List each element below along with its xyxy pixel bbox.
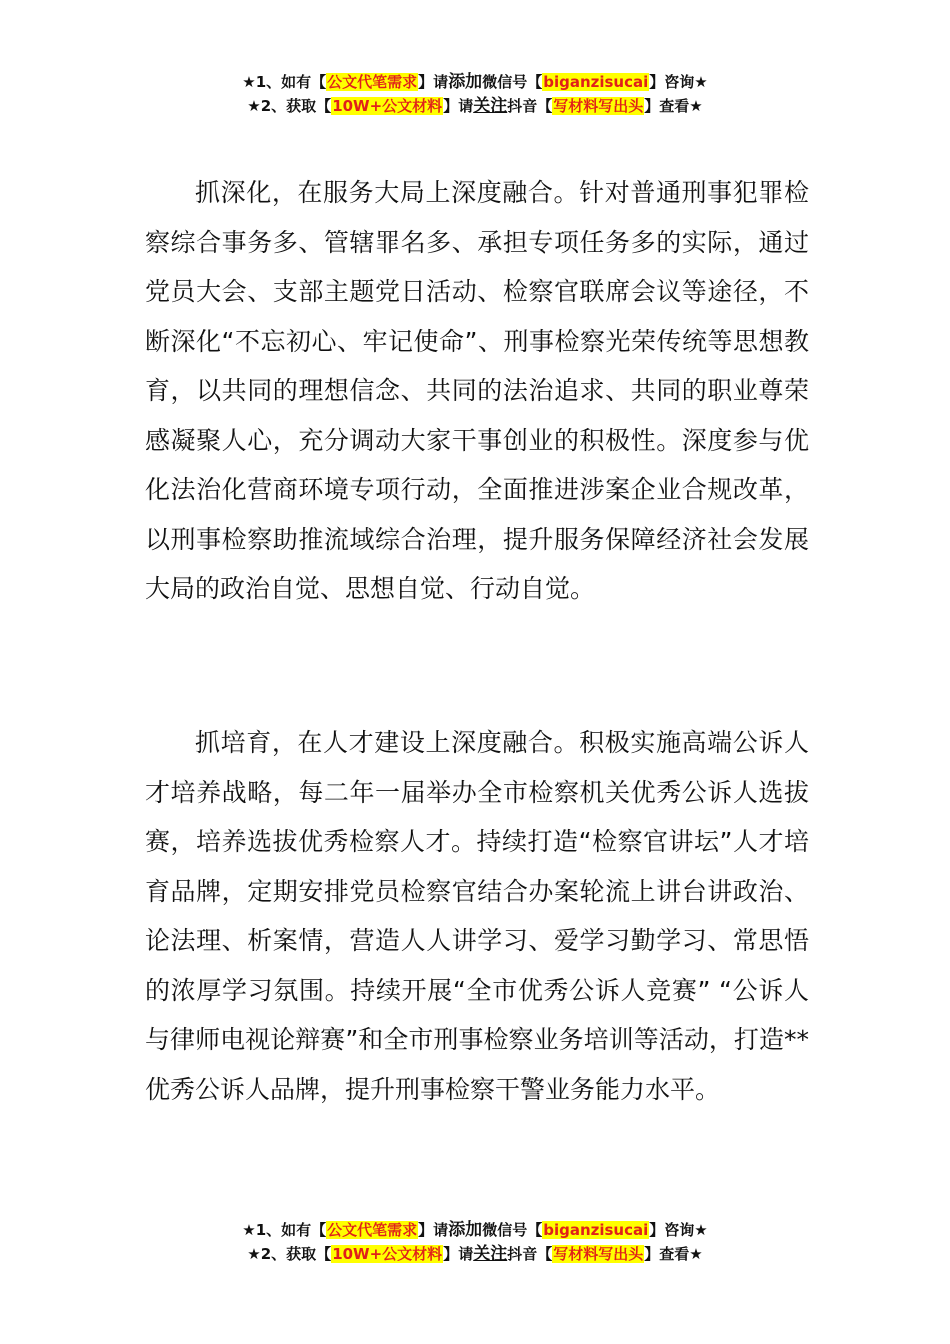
banner-highlight: 写材料写出头 <box>553 1245 644 1263</box>
banner-highlight: 10W+公文材料 <box>332 97 443 115</box>
banner-prefix: ★2、获取【 <box>247 97 332 115</box>
banner-text: 抖音【 <box>507 1245 553 1263</box>
banner-emphasis: 关注 <box>473 1244 508 1264</box>
banner-suffix: 】查看★ <box>644 97 703 115</box>
banner-line-1 <box>0 70 950 94</box>
banner-emphasis: 关注 <box>473 96 508 116</box>
banner-highlight: biganzisucai <box>543 1221 649 1239</box>
banner-highlight: 10W+公文材料 <box>332 1245 443 1263</box>
banner-suffix: 】咨询★ <box>649 1221 708 1239</box>
banner-highlight: biganzisucai <box>543 73 649 91</box>
banner-prefix: ★2、获取【 <box>247 1245 332 1263</box>
banner-suffix: 】咨询★ <box>649 73 708 91</box>
banner-highlight: 写材料写出头 <box>553 97 644 115</box>
banner-prefix: ★1、如有【 <box>242 73 327 91</box>
banner-text: 】请 <box>443 1245 474 1263</box>
banner-text: 微信号【 <box>482 1221 543 1239</box>
banner-text: 抖音【 <box>507 97 553 115</box>
body-paragraph-1: 抓深化，在服务大局上深度融合。针对普通刑事犯罪检察综合事务多、管辖罪名多、承担专项任务多的实际，通过党员大会、支部主题党日活动、检察官联席会议等途径，不断深化“不忘初心、牢记使命”、刑事检察光荣传统等思想教育，以共同的理想信念、共同的法治追求、共同的职业尊荣感凝聚人心，充分调动大家干事创业的积极性。深度参与优化法治化营商环境专项行动，全面推进涉案企业合规改革，以刑事检察助推流域综合治理，提升服务保障经济社会发展大局的政治自觉、思想自觉、行动自觉。 <box>145 178 809 603</box>
banner-line-1 <box>0 1218 950 1242</box>
banner-text: 】请 <box>443 97 474 115</box>
footer-banner <box>0 1218 950 1266</box>
body-paragraph-2: 抓培育，在人才建设上深度融合。积极实施高端公诉人才培养战略，每二年一届举办全市检察机关优秀公诉人选拔赛，培养选拔优秀检察人才。持续打造“检察官讲坛”人才培育品牌，定期安排党员检察官结合办案轮流上讲台讲政治、论法理、析案情，营造人人讲学习、爱学习勤学习、常思悟的浓厚学习氛围。持续开展“全市优秀公诉人竞赛” “公诉人与律师电视论辩赛”和全市刑事检察业务培训等活动，打造**优秀公诉人品牌，提升刑事检察干警业务能力水平。 <box>145 728 809 1104</box>
banner-line-2 <box>0 94 950 118</box>
banner-line-2 <box>0 1242 950 1266</box>
banner-text: 】请 <box>418 73 449 91</box>
banner-emphasis: 添加 <box>448 72 483 92</box>
banner-highlight: 公文代笔需求 <box>327 73 418 91</box>
header-banner <box>0 70 950 118</box>
banner-text: 】请 <box>418 1221 449 1239</box>
banner-suffix: 】查看★ <box>644 1245 703 1263</box>
banner-prefix: ★1、如有【 <box>242 1221 327 1239</box>
banner-highlight: 公文代笔需求 <box>327 1221 418 1239</box>
banner-text: 微信号【 <box>482 73 543 91</box>
banner-emphasis: 添加 <box>448 1220 483 1240</box>
